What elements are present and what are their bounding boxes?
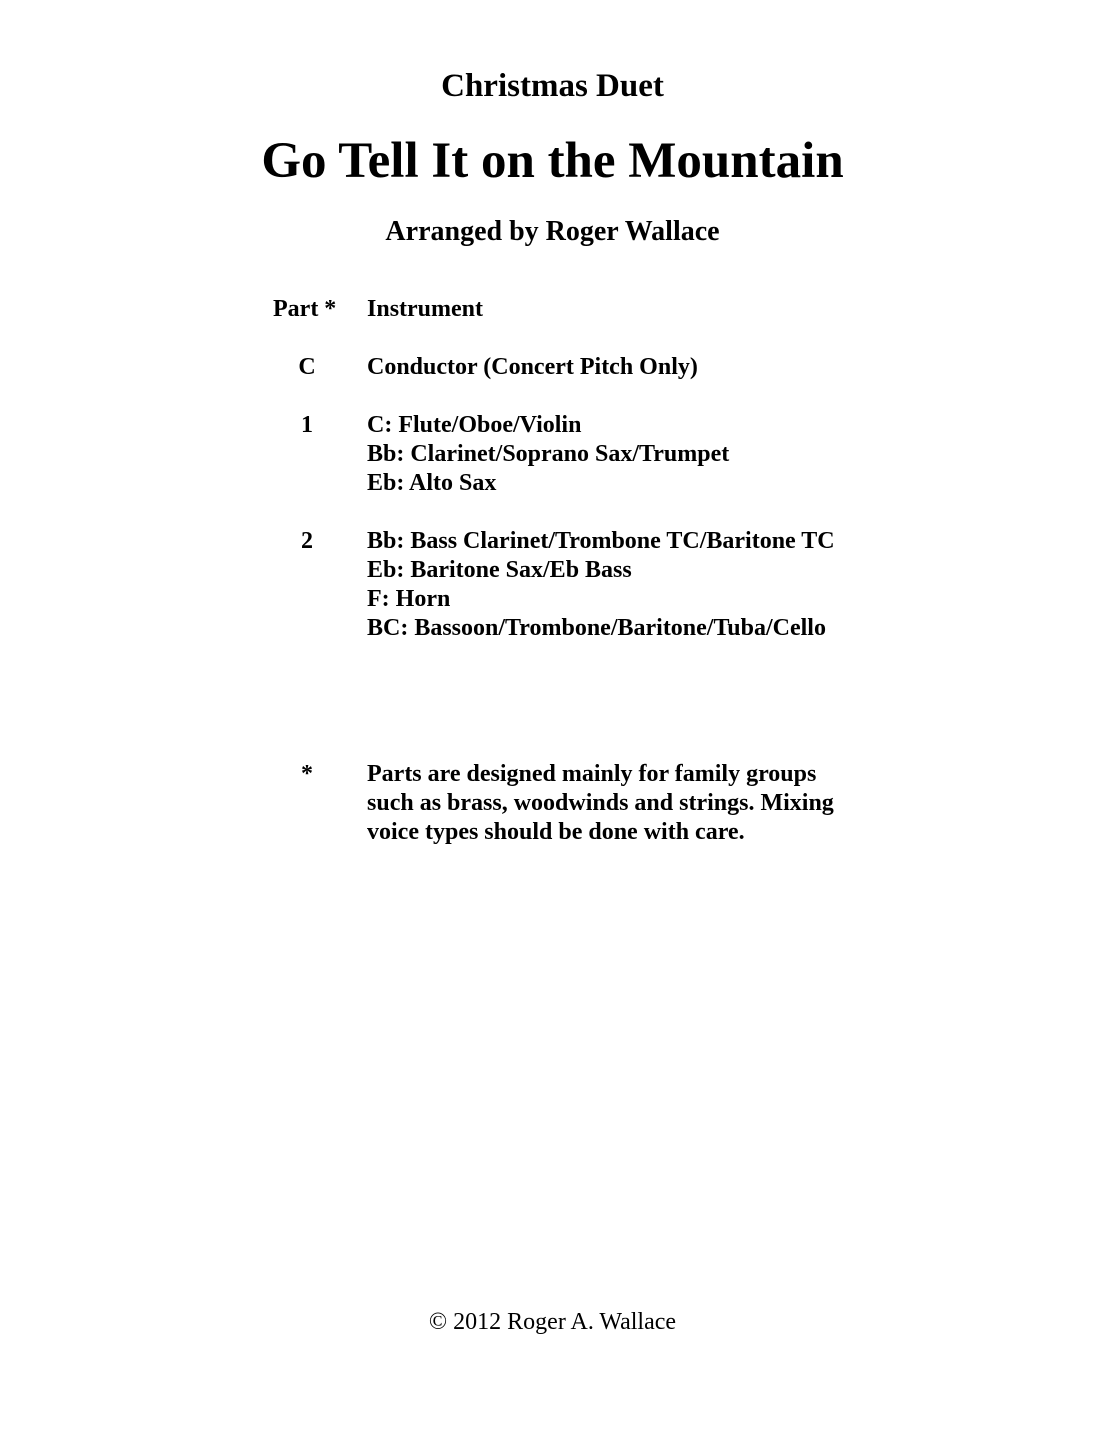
instrument-list-2 [367, 527, 835, 643]
part-column-header: Part * [273, 296, 337, 322]
instrument-line: Eb: Baritone Sax/Eb Bass [367, 557, 632, 583]
page-title: Go Tell It on the Mountain [261, 133, 844, 189]
instrument-list-c [367, 353, 698, 382]
part-label-c: C [298, 354, 316, 380]
instrument-line: Bb: Clarinet/Soprano Sax/Trumpet [367, 441, 730, 467]
instrument-line: Conductor (Concert Pitch Only) [367, 354, 698, 380]
part-label-1: 1 [301, 412, 313, 438]
part-label-2: 2 [301, 528, 313, 554]
instrument-column-header: Instrument [367, 296, 484, 322]
footnote-line: such as brass, woodwinds and strings. Mixing [367, 790, 834, 816]
instrument-line: Eb: Alto Sax [367, 470, 497, 496]
footnote-text [367, 760, 834, 847]
instrument-line: F: Horn [367, 586, 451, 612]
copyright-notice: © 2012 Roger A. Wallace [428, 1309, 677, 1335]
footnote-line: voice types should be done with care. [367, 819, 745, 845]
arranger-credit: Arranged by Roger Wallace [385, 216, 720, 247]
instrument-list-1 [367, 411, 729, 498]
instrument-line: BC: Bassoon/Trombone/Baritone/Tuba/Cello [367, 615, 826, 641]
instrument-line: Bb: Bass Clarinet/Trombone TC/Baritone TC [367, 528, 835, 554]
subtitle: Christmas Duet [441, 68, 664, 104]
footnote-line: Parts are designed mainly for family groups [367, 761, 817, 787]
footnote-marker: * [301, 761, 313, 787]
instrument-line: C: Flute/Oboe/Violin [367, 412, 582, 438]
